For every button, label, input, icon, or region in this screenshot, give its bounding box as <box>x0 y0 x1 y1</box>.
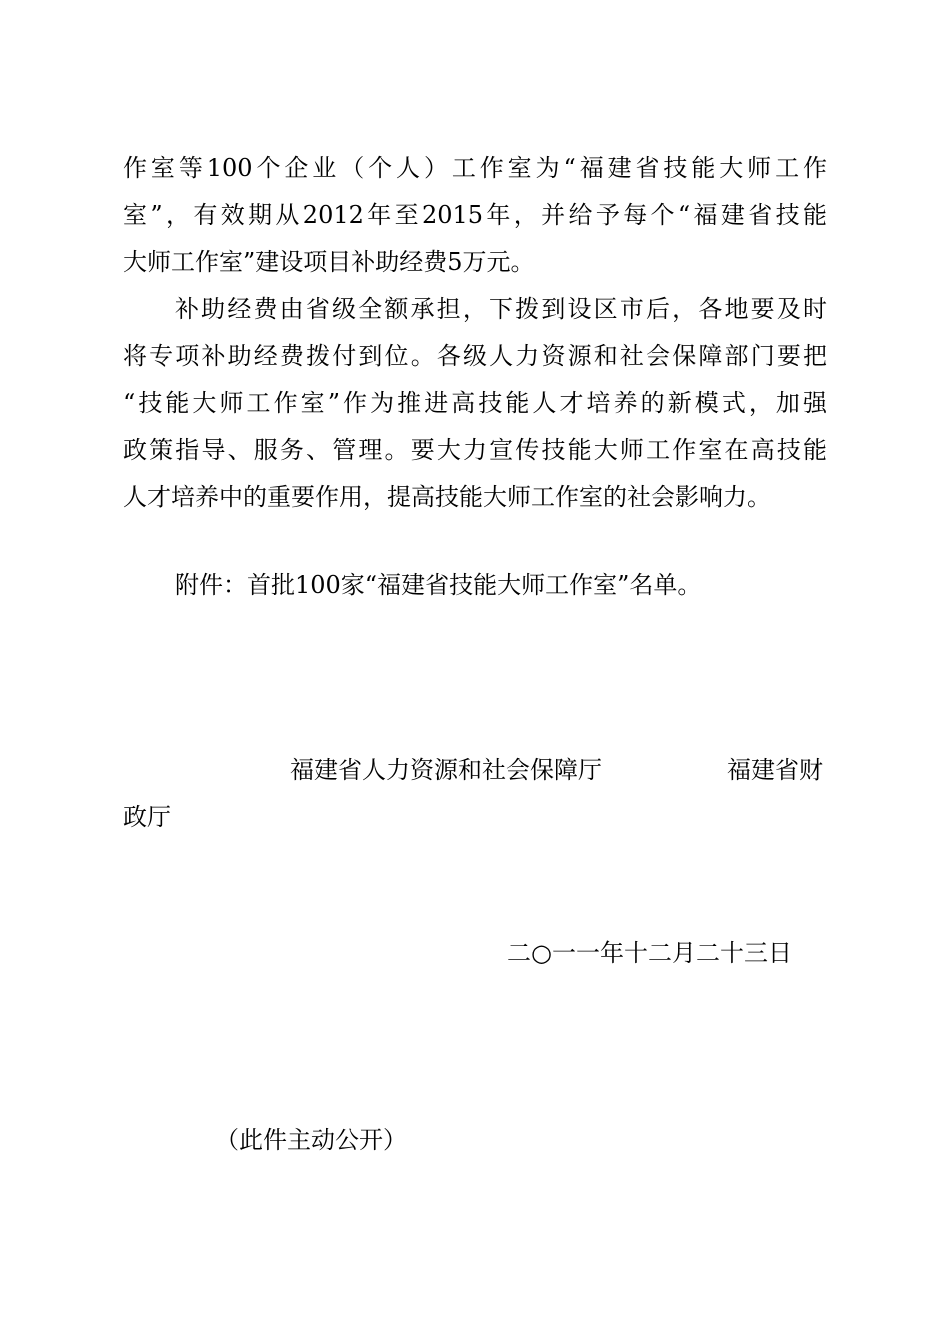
signature-finance-department-part2: 政厅 <box>123 803 171 831</box>
signature-finance-department-part1: 福建省财 <box>727 756 823 784</box>
body-line: 将专项补助经费拨付到位。各级人力资源和社会保障部门要把 <box>123 342 827 370</box>
paragraph-first-line: 补助经费由省级全额承担，下拨到设区市后，各地要及时 <box>175 295 827 323</box>
body-line: “技能大师工作室”作为推进高技能人才培养的新模式，加强 <box>123 389 827 417</box>
body-line: 室”，有效期从2012年至2015年，并给予每个“福建省技能 <box>123 201 827 229</box>
publicity-note: （此件主动公开） <box>215 1126 407 1154</box>
document-date: 二○一一年十二月二十三日 <box>507 939 792 967</box>
body-line: 大师工作室”建设项目补助经费5万元。 <box>123 248 535 276</box>
body-line: 人才培养中的重要作用，提高技能大师工作室的社会影响力。 <box>123 483 771 511</box>
body-line: 作室等100个企业（个人）工作室为“福建省技能大师工作 <box>123 154 827 182</box>
body-line: 政策指导、服务、管理。要大力宣传技能大师工作室在高技能 <box>123 436 827 464</box>
signature-hrss-department: 福建省人力资源和社会保障厅 <box>290 756 602 784</box>
attachment-note: 附件：首批100家“福建省技能大师工作室”名单。 <box>175 571 702 599</box>
